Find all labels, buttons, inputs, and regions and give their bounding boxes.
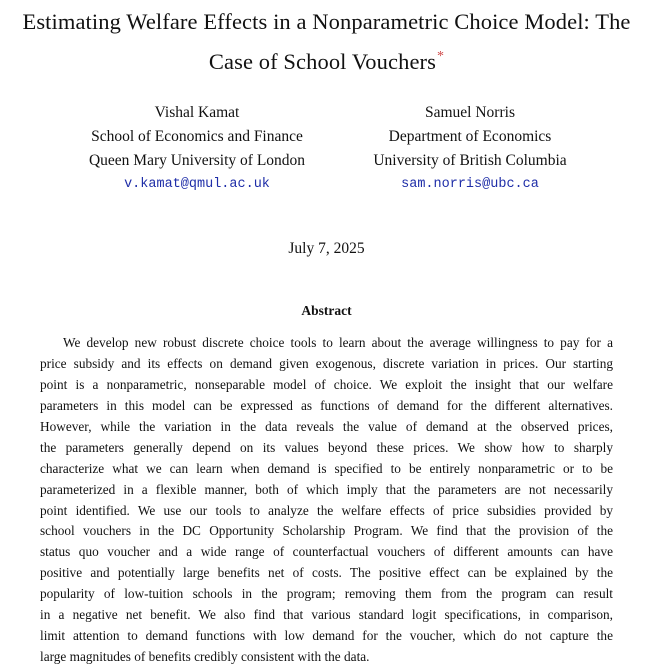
author-institution: University of British Columbia [373,152,567,169]
author-email-link[interactable]: v.kamat@qmul.ac.uk [124,177,270,192]
author-name: Vishal Kamat [154,104,240,121]
author-name: Samuel Norris [425,104,515,121]
abstract-line: the parameters generally depend on its values beyond these prices. We show how to sharply [40,439,613,455]
abstract-body [40,333,613,668]
title-line-1: Estimating Welfare Effects in a Nonparametric Choice Model: The [22,9,631,34]
abstract-line: large magnitudes of benefits credibly consistent with the data. [40,649,370,665]
paper-title [0,4,653,79]
abstract-line: point is a nonparametric, nonseparable model of choice. We exploit the insight that our welfare [40,376,613,392]
abstract-line: characterize what we can learn when demand is specified to be entirely nonparametric or to be [40,460,613,476]
abstract-line: positive and potentially large benefits net of costs. The positive effect can be explained by the [40,565,613,581]
abstract-line: limit attention to demand functions with low demand for the voucher, which do not capture the [40,628,613,644]
abstract-line: school vouchers in the DC Opportunity Scholarship Program. We find that the provision of the [40,523,613,539]
title-line-2-text: Case of School Vouchers [208,49,436,74]
author-department: Department of Economics [388,128,552,145]
author-block-norris [339,101,601,197]
abstract-line: However, while the variation in the data reveals the value of demand at the observed prices, [40,418,613,434]
abstract-line: in a negative net benefit. We also find that various standard logit specifications, in comparison, [40,607,613,623]
author-email-link[interactable]: sam.norris@ubc.ca [401,177,539,192]
abstract-line: point identified. We use our tools to analyze the welfare effects of price subsidies provided by [40,502,613,518]
abstract-line: We develop new robust discrete choice tools to learn about the average willingness to pay for a [63,335,613,350]
title-footnote-link[interactable]: * [436,49,445,64]
author-department: School of Economics and Finance [91,128,303,145]
author-block-kamat [40,101,354,197]
abstract-line: price subsidy and its effects on demand given exogenous, discrete variation in prices. Our starting [40,355,613,371]
paper-date: July 7, 2025 [288,240,365,257]
abstract-line: parameters in this model can be expressed as functions of demand for the different alternatives. [40,397,613,413]
abstract-line: parameterized in a flexible manner, both of which imply that the parameters are not necessarily [40,481,613,497]
author-institution: Queen Mary University of London [88,152,306,169]
abstract-line: status quo voucher and a wide range of counterfactual vouchers of different amounts can have [40,544,613,560]
abstract-heading: Abstract [301,303,352,318]
title-line-2 [0,39,653,79]
abstract-line: popularity of low-tuition schools in the program; removing them from the program can result [40,586,613,602]
